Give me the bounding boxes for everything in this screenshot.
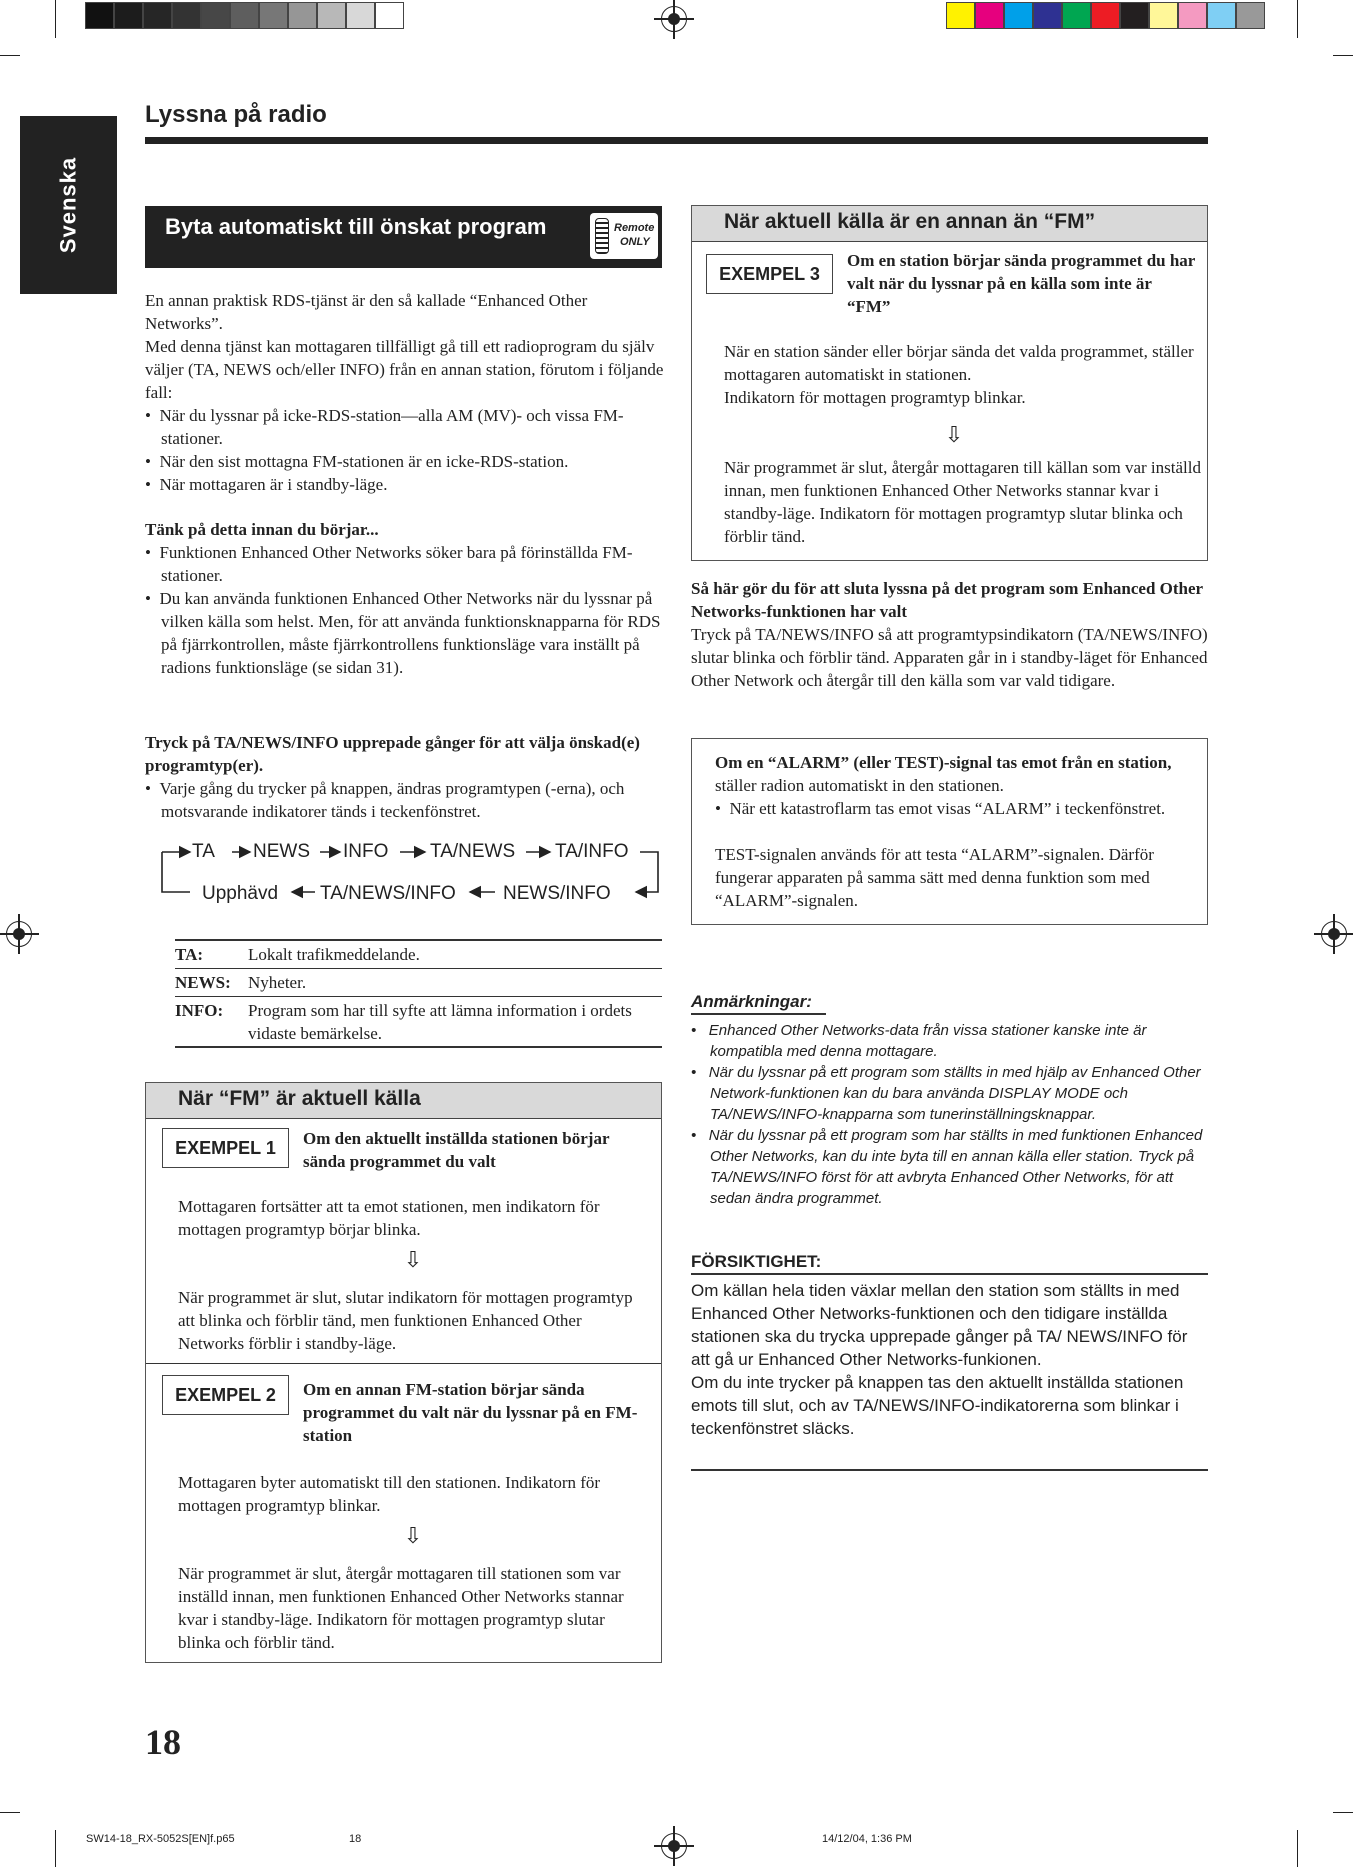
color-swatch [143, 2, 172, 29]
color-swatch [1149, 2, 1178, 29]
example-1-text: Mottagaren fortsätter att ta emot stationen, men indikatorn för mottagen programtyp börjar blinka. [178, 1197, 600, 1239]
color-swatch [114, 2, 143, 29]
definition-desc: Program som har till syfte att lämna information i ordets vidaste bemärkelse. [248, 1001, 632, 1043]
crop-mark [0, 1812, 20, 1813]
page-number: 18 [145, 1722, 181, 1762]
example-2-result: När programmet är slut, återgår mottagaren till stationen som var inställd innan, men funktionen Enhanced Other Networks stannar kvar i standby-läge. Indikatorn för mottagen programtyp slutar blinka och förblir tänd. [178, 1564, 624, 1652]
caution-text: Om källan hela tiden växlar mellan den station som ställts in med Enhanced Other Networks-funktionen och den tidigare inställda stationen ska du trycka upprepade gånger på TA/ NEWS/INFO för att gå ur Enhanced Other Networks-funkionen. [691, 1281, 1188, 1369]
before-bullet: • Du kan använda funktionen Enhanced Other Networks när du lyssnar på vilken källa som helst. Men, för att använda funktionsknapparna för RDS på fjärrkontrollen, måste fjärrkontrollens funktionsläge vara inställt på radions funktionsläge (se sidan 31). [145, 589, 661, 677]
color-swatch [1120, 2, 1149, 29]
remote-badge-line1: Remote [614, 222, 655, 234]
color-swatch [375, 2, 404, 29]
caution-rule [691, 1273, 1208, 1275]
example-1-result: När programmet är slut, slutar indikatorn för mottagen programtyp att blinka och förblir tänd, men funktionen Enhanced Other Networks förblir i standby-läge. [178, 1288, 633, 1353]
color-swatch [946, 2, 975, 29]
footer-date: 14/12/04, 1:36 PM [822, 1833, 912, 1845]
flow-step-ta: TA [192, 841, 215, 862]
note-item: • Enhanced Other Networks-data från vissa stationer kanske inte är kompatibla med denna mottagare. [691, 1022, 1147, 1060]
definition-desc: Lokalt trafikmeddelande. [248, 945, 420, 964]
color-swatch [230, 2, 259, 29]
crop-mark [0, 55, 20, 56]
registration-mark-icon [1321, 921, 1347, 947]
example-3-result: När programmet är slut, återgår mottagaren till källan som var inställd innan, men funktionen Enhanced Other Networks stannar kvar i standby-läge. Indikatorn för mottagen programtyp slutar blinka och förblir tänd. [724, 458, 1201, 546]
press-block [145, 731, 665, 823]
footer-filename: SW14-18_RX-5052S[EN]f.p65 [86, 1833, 235, 1845]
flow-step-ta-info: TA/INFO [555, 841, 629, 862]
notes-list [691, 1020, 1208, 1209]
fm-source-box [145, 1082, 662, 1663]
down-arrow-icon: ⇩ [944, 422, 964, 447]
footer-page: 18 [349, 1833, 362, 1845]
example-3-text: När en station sänder eller börjar sända det valda programmet, ställer mottagaren automatiskt in stationen. Indikatorn för mottagen programtyp blinkar. [724, 342, 1194, 407]
remote-only-badge [590, 213, 658, 259]
stop-text: Tryck på TA/NEWS/INFO så att programtypsindikatorn (TA/NEWS/INFO) slutar blinka och förblir tänd. Apparaten går in i standby-läget för Enhanced Other Network och återgår till den källa som var vald tidigare. [691, 625, 1208, 690]
crop-mark [1333, 55, 1353, 56]
example-2-label: EXEMPEL 2 [162, 1375, 289, 1415]
crop-mark [55, 1830, 56, 1867]
alarm-box [691, 738, 1208, 925]
caution-text: Om du inte trycker på knappen tas den aktuellt inställda stationen emots till slut, och av TA/NEWS/INFO-indikatorerna som blinkar i teckenfönstret släcks. [691, 1373, 1184, 1438]
crop-mark [1297, 1830, 1298, 1867]
color-swatch [85, 2, 114, 29]
definition-desc: Nyheter. [248, 973, 307, 992]
example-3-label: EXEMPEL 3 [706, 254, 833, 294]
flow-step-info: INFO [343, 841, 389, 862]
note-item: • När du lyssnar på ett program som har ställts in med funktionen Enhanced Other Networks, kan du inte byta till en annan källa eller station. Tryck på TA/NEWS/INFO först för att avbryta Enhanced Other Networks, för att sedan ändra programmet. [691, 1127, 1203, 1207]
stop-block [691, 577, 1211, 692]
section-header [145, 206, 662, 268]
caution-block [691, 1279, 1211, 1440]
program-type-cycle-diagram [150, 830, 670, 910]
color-swatch [201, 2, 230, 29]
color-swatch [1033, 2, 1062, 29]
notes-rule [691, 1013, 826, 1015]
press-heading: Tryck på TA/NEWS/INFO upprepade gånger för att välja önskad(e) programtyp(er). [145, 733, 640, 775]
before-heading: Tänk på detta innan du börjar... [145, 520, 379, 539]
note-item: • När du lyssnar på ett program som ställts in med hjälp av Enhanced Other Network-funktionen kan du bara använda DISPLAY MODE och TA/NEWS/INFO-knapparna som tunerinställningsknappar. [691, 1064, 1201, 1123]
crop-mark [1297, 0, 1298, 38]
fm-box-header: När “FM” är aktuell källa [146, 1083, 661, 1119]
down-arrow-icon: ⇩ [403, 1247, 423, 1272]
example-1-label: EXEMPEL 1 [162, 1128, 289, 1168]
flow-step-upphavd: Upphävd [202, 883, 279, 904]
registration-mark-icon [6, 921, 32, 947]
caution-title: FÖRSIKTIGHET: [691, 1252, 822, 1271]
color-swatch [975, 2, 1004, 29]
alarm-heading: Om en “ALARM” (eller TEST)-signal tas emot från en station, ställer radion automatiskt in den stationen. [715, 753, 1172, 795]
example-2-heading: Om en annan FM-station börjar sända programmet du valt när du lyssnar på en FM-station [303, 1380, 638, 1445]
crop-mark [55, 0, 56, 38]
before-bullet: • Funktionen Enhanced Other Networks söker bara på förinställda FM-stationer. [145, 543, 633, 585]
intro-bullet: • När du lyssnar på icke-RDS-station—alla AM (MV)- och vissa FM-stationer. [145, 406, 624, 448]
flow-step-ta-news-info: TA/NEWS/INFO [320, 883, 456, 904]
table-rule [175, 968, 662, 969]
section-title: Byta automatiskt till önskat program [165, 214, 547, 239]
table-rule [175, 939, 662, 941]
alarm-bullet: • När ett katastroflarm tas emot visas “ALARM” i teckenfönstret. [715, 799, 1166, 818]
remote-control-icon [595, 218, 609, 254]
caution-rule [691, 1469, 1208, 1471]
definition-term: TA: [175, 945, 204, 964]
table-rule [175, 1046, 662, 1048]
intro-bullet: • När den sist mottagna FM-stationen är en icke-RDS-station. [145, 452, 569, 471]
color-swatch [346, 2, 375, 29]
color-swatch [1178, 2, 1207, 29]
before-block [145, 518, 665, 679]
box-divider [146, 1363, 661, 1364]
registration-mark-icon [661, 6, 687, 32]
stop-heading: Så här gör du för att sluta lyssna på det program som Enhanced Other Networks-funktionen har valt [691, 579, 1203, 621]
color-swatch [1207, 2, 1236, 29]
color-swatch [1091, 2, 1120, 29]
intro-paragraph: En annan praktisk RDS-tjänst är den så kallade “Enhanced Other Networks”. [145, 291, 588, 333]
crop-mark [1333, 1812, 1353, 1813]
other-box-header: När aktuell källa är en annan än “FM” [692, 206, 1207, 242]
title-rule [145, 137, 1208, 144]
color-swatch [1062, 2, 1091, 29]
color-swatch [1236, 2, 1265, 29]
flow-step-news: NEWS [253, 841, 310, 862]
language-tab [20, 116, 117, 294]
table-rule [175, 996, 662, 997]
registration-mark-icon [661, 1833, 687, 1859]
intro-bullet: • När mottagaren är i standby-läge. [145, 475, 388, 494]
color-swatch [317, 2, 346, 29]
color-swatch [259, 2, 288, 29]
flow-step-ta-news: TA/NEWS [430, 841, 516, 862]
intro-paragraph: Med denna tjänst kan mottagaren tillfälligt gå till ett radioprogram du själv väljer (TA, NEWS och/eller INFO) från en annan station, förutom i följande fall: [145, 337, 664, 402]
notes-title: Anmärkningar: [691, 992, 812, 1011]
example-2-text: Mottagaren byter automatiskt till den stationen. Indikatorn för mottagen programtyp blinkar. [178, 1473, 601, 1515]
intro-block [145, 289, 665, 496]
example-1-heading: Om den aktuellt inställda stationen börjar sända programmet du valt [303, 1129, 610, 1171]
definition-term: INFO: [175, 1001, 224, 1020]
color-swatch [172, 2, 201, 29]
language-tab-label: Svenska [55, 156, 81, 254]
remote-badge-line2: ONLY [620, 236, 650, 248]
page-title: Lyssna på radio [145, 101, 327, 128]
press-bullet: • Varje gång du trycker på knappen, ändras programtypen (-erna), och motsvarande indikatorer tänds i teckenfönstret. [145, 779, 625, 821]
definition-term: NEWS: [175, 973, 231, 992]
down-arrow-icon: ⇩ [403, 1523, 423, 1548]
alarm-test-text: TEST-signalen används för att testa “ALARM”-signalen. Därför fungerar apparaten på samma sätt med denna funktion som med “ALARM”-signalen. [715, 845, 1154, 910]
flow-step-news-info: NEWS/INFO [503, 883, 611, 904]
color-swatch [288, 2, 317, 29]
color-swatch [1004, 2, 1033, 29]
example-3-heading: Om en station börjar sända programmet du har valt när du lyssnar på en källa som inte är “FM” [847, 251, 1196, 316]
other-source-box [691, 205, 1208, 561]
